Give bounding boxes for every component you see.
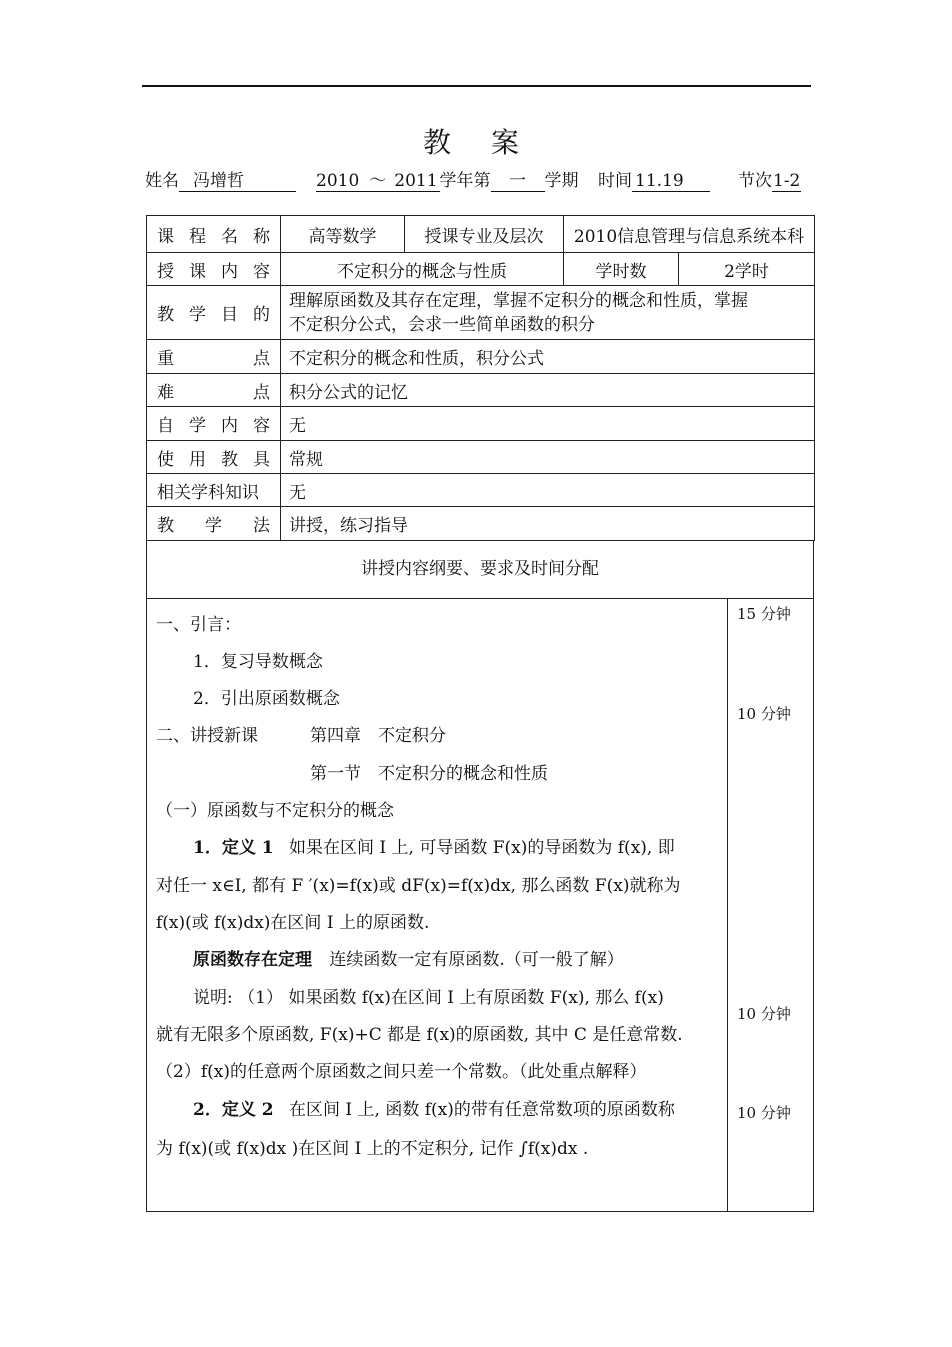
new-lesson-heading: 二、讲授新课 [156,726,258,746]
name-field [145,166,296,192]
time-allocation-4: 10 分钟 [737,1104,791,1122]
period-label: 节次 [738,171,772,191]
row-content [147,253,815,286]
semester-unit: 学期 [544,171,579,191]
definition-1-line-1 [193,833,675,858]
self-study-value: 无 [281,407,815,441]
goal-line-2: 不定积分公式，会求一些简单函数的积分 [289,314,595,335]
tools-value: 常规 [281,441,815,474]
tools-label: 使用教具 [147,441,281,474]
year-start: 2010 [316,171,363,192]
definition-1-line-2: 对任一 x∈I, 都有 F ′(x)=f(x)或 dF(x)=f(x)dx, 那么函数 F(x)就称为 [156,876,681,896]
name-label: 姓名 [145,171,179,191]
content-label: 授课内容 [147,253,281,286]
row-key [147,340,815,374]
row-tools [147,441,815,474]
difficulty-label: 难 点 [147,374,281,407]
row-related [147,474,815,507]
year-unit: 学年第 [439,171,491,191]
major-label: 授课专业及层次 [405,216,564,253]
goal-value [281,286,815,340]
row-course [147,216,815,253]
period-field [738,166,801,192]
definition-1-text: 如果在区间 I 上, 可导函数 F(x)的导函数为 f(x), 即 [288,838,675,858]
method-label: 教 学 法 [147,507,281,541]
goal-label: 教学目的 [147,286,281,340]
intro-item-1: 1．复习导数概念 [193,652,323,672]
time-value: 11.19 [632,171,710,192]
key-label: 重 点 [147,340,281,374]
outline-title: 讲授内容纲要、要求及时间分配 [146,541,814,599]
year-separator: ～ [363,171,392,192]
hours-value: 2学时 [679,253,815,286]
hours-label: 学时数 [564,253,679,286]
note-line-1: 说明: （1） 如果函数 f(x)在区间 I 上有原函数 F(x), 那么 f(x) [193,988,664,1008]
column-divider [727,599,728,1211]
related-label: 相关学科知识 [147,474,281,507]
method-value: 讲授，练习指导 [281,507,815,541]
term-field [316,166,579,192]
period-value: 1-2 [773,171,801,191]
top-rule [142,85,811,87]
difficulty-value: 积分公式的记忆 [281,374,815,407]
name-value: 冯增哲 [179,171,296,192]
chapter-title: 第四章 不定积分 [310,726,446,746]
part1-heading: （一）原函数与不定积分的概念 [156,801,394,821]
section-title: 第一节 不定积分的概念和性质 [310,764,548,784]
definition-2-line-2: 为 f(x)(或 f(x)dx )在区间 I 上的不定积分, 记作 ∫f(x)dx . [156,1139,589,1159]
theorem-head: 原函数存在定理 [193,950,312,970]
page-title: 教案 [422,126,559,159]
definition-1-head: 1．定义 1 [193,838,274,858]
self-study-label: 自学内容 [147,407,281,441]
time-allocation-1: 15 分钟 [737,605,791,623]
theorem-body: 连续函数一定有原函数.（可一般了解） [329,950,624,970]
definition-2-head: 2．定义 2 [193,1100,274,1120]
row-method [147,507,815,541]
definition-2-text: 在区间 I 上, 函数 f(x)的带有任意常数项的原函数称 [288,1100,675,1120]
related-value: 无 [281,474,815,507]
content-value: 不定积分的概念与性质 [281,253,564,286]
info-table [146,215,815,541]
time-label: 时间 [598,171,632,191]
key-value: 不定积分的概念和性质，积分公式 [281,340,815,374]
time-allocation-3: 10 分钟 [737,1005,791,1023]
year-end: 2011 [394,171,438,191]
theorem-line [193,945,624,970]
course-name-value: 高等数学 [281,216,405,253]
definition-2-line-1 [193,1095,675,1120]
note-line-2: 就有无限多个原函数, F(x)+C 都是 f(x)的原函数, 其中 C 是任意常数. [156,1025,683,1045]
intro-heading: 一、引言： [156,615,241,635]
lecture-content [146,598,814,1212]
intro-item-2: 2．引出原函数概念 [193,689,340,709]
semester-value: 一 [491,171,545,192]
time-allocation-2: 10 分钟 [737,705,791,723]
course-name-label: 课程名称 [147,216,281,253]
goal-line-1: 理解原函数及其存在定理，掌握不定积分的概念和性质，掌握 [289,290,748,311]
row-self-study [147,407,815,441]
major-value: 2010信息管理与信息系统本科 [564,216,815,253]
definition-1-line-3: f(x)(或 f(x)dx)在区间 I 上的原函数. [156,913,430,933]
row-goal [147,286,815,340]
note-line-3: （2）f(x)的任意两个原函数之间只差一个常数。（此处重点解释） [156,1062,647,1082]
time-field [598,166,710,192]
row-difficulty [147,374,815,407]
